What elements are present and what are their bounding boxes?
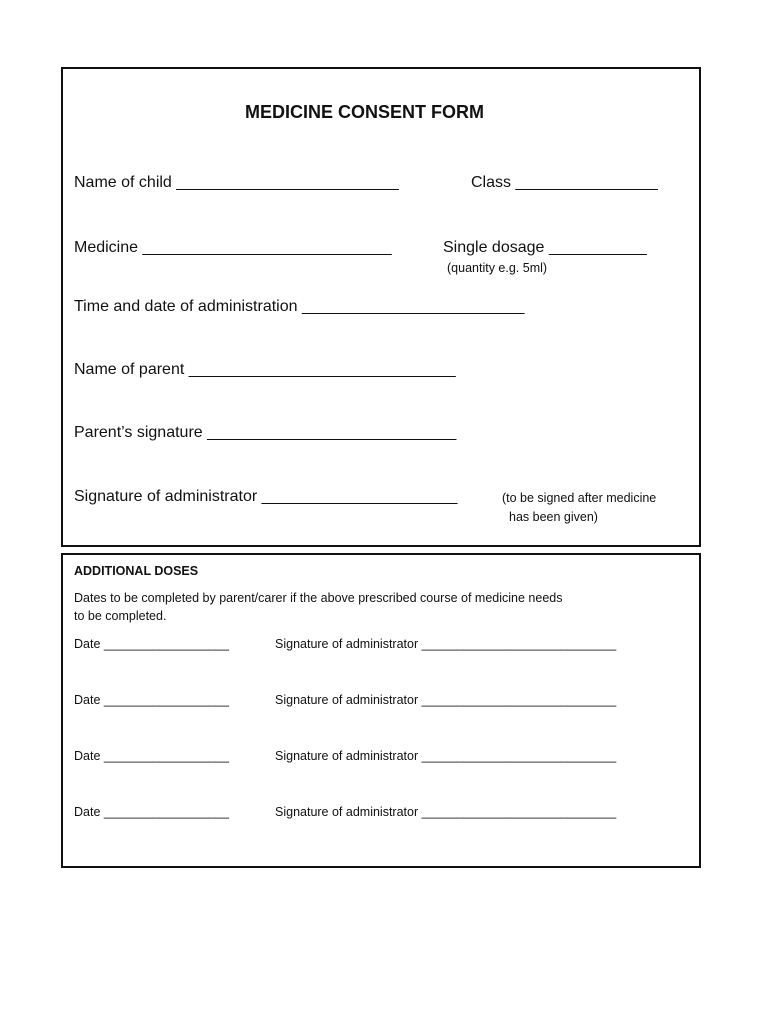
admin-note-line-2: has been given) [509,510,598,524]
date-field-4: Date __________________ [74,805,230,819]
admin-note-line-1: (to be signed after medicine [502,491,657,505]
single-dosage-field: Single dosage ___________ [443,239,647,256]
dosage-note: (quantity e.g. 5ml) [447,261,548,275]
parent-signature-field: Parent’s signature ____________________________ [74,424,457,441]
name-of-child-field: Name of child _________________________ [74,174,399,191]
date-field-2: Date __________________ [74,693,230,707]
medicine-field: Medicine ____________________________ [74,239,392,256]
class-field: Class ________________ [471,174,658,191]
additional-doses-heading: ADDITIONAL DOSES [74,564,199,578]
name-of-parent-field: Name of parent ______________________________ [74,361,456,378]
admin-signature-field-4: Signature of administrator ____________________________ [275,805,617,819]
admin-signature-field-3: Signature of administrator ____________________________ [275,749,617,763]
admin-signature-field-1: Signature of administrator ____________________________ [275,637,617,651]
date-field-1: Date __________________ [74,637,230,651]
form-title: MEDICINE CONSENT FORM [245,102,485,122]
instructions-line-1: Dates to be completed by parent/carer if the above prescribed course of medicine needs [74,591,563,605]
admin-signature-field-2: Signature of administrator ____________________________ [275,693,617,707]
date-field-3: Date __________________ [74,749,230,763]
admin-signature-field: Signature of administrator ______________________ [74,488,458,505]
time-date-field: Time and date of administration _________________________ [74,298,525,315]
instructions-line-2: to be completed. [74,609,167,623]
